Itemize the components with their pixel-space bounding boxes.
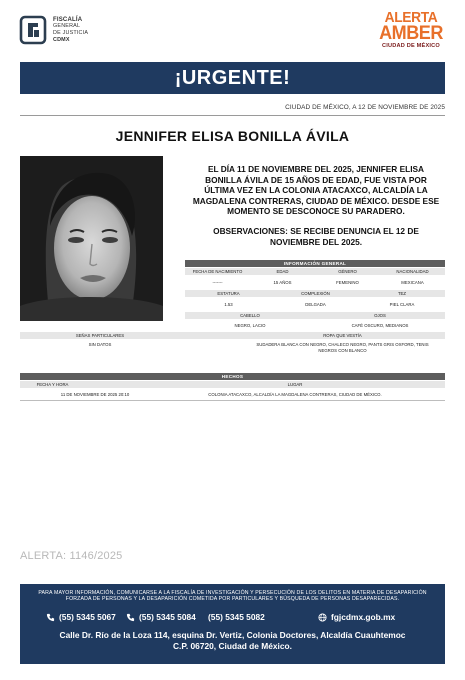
value-build: DELGADA <box>305 302 326 307</box>
phone-number[interactable]: (55) 5345 5084 <box>139 612 196 622</box>
value-datetime: 11 DE NOVIEMBRE DE 2025 20:10 <box>60 392 130 397</box>
alerta-amber-logo <box>377 10 445 49</box>
person-photo <box>20 156 163 321</box>
phone-icon <box>46 613 55 622</box>
fgj-logo <box>18 14 88 46</box>
divider <box>20 115 445 116</box>
value-clothing-cont: NEGROS CON BLANCO <box>318 348 367 353</box>
contact-note: PARA MAYOR INFORMACIÓN, COMUNICARSE A LA FISCALÍA DE INVESTIGACIÓN Y PERSECUCIÓN DE LOS DELITOS EN MATERIA DE DESAPARICIÓN FORZADA DE PERSONAS Y LA DESAPARICIÓN COMETIDA POR PARTICULARES Y BÚSQUEDA DE PERSONAS DESAPARECIDAS. <box>38 590 427 603</box>
value-complexion: PIEL CLARA <box>389 302 415 307</box>
observations-text: OBSERVACIONES: SE RECIBE DENUNCIA EL 12 DE NOVIEMBRE DEL 2025. <box>213 226 419 247</box>
divider <box>20 400 445 401</box>
address-line: C.P. 06720, Ciudad de México. <box>172 641 292 651</box>
address-line: Calle Dr. Río de la Loza 114, esquina Dr. Vertiz, Colonia Doctores, Alcaldía Cuauhtemoc <box>59 630 406 640</box>
amber-line2: AMBER <box>379 23 443 44</box>
value-birthdate: ------- <box>212 280 223 285</box>
institution-text <box>53 17 88 43</box>
globe-icon <box>318 613 327 622</box>
value-particular-marks: SIN DATOS <box>88 342 112 347</box>
label-particular-marks: SEÑAS PARTICULARES <box>75 333 125 338</box>
institution-line: DE JUSTICIA <box>53 30 89 36</box>
phone-number[interactable]: (55) 5345 5082 <box>208 612 265 622</box>
label-eyes: OJOS <box>374 313 386 318</box>
label-birthdate: FECHA DE NACIMIENTO <box>192 269 243 274</box>
footer <box>20 584 445 664</box>
label-hair: CABELLO <box>240 313 260 318</box>
phone-contact <box>126 612 196 622</box>
value-gender: FEMENINO <box>336 280 359 285</box>
label-build: COMPLEXIÓN <box>301 291 330 296</box>
website-link[interactable]: fgjcdmx.gob.mx <box>331 612 396 622</box>
amber-line1: ALERTA <box>384 9 438 26</box>
label-height: ESTATURA <box>217 291 240 296</box>
person-name: JENNIFER ELISA BONILLA ÁVILA <box>115 128 350 144</box>
institution-line: CDMX <box>53 36 70 43</box>
phone-icon <box>126 613 135 622</box>
value-nationality: MEXICANA <box>401 280 424 285</box>
label-age: EDAD <box>276 269 289 274</box>
label-datetime: FECHA Y HORA <box>36 382 69 387</box>
value-height: 1.53 <box>224 302 233 307</box>
institution-line: GENERAL <box>53 23 81 30</box>
issue-date: CIUDAD DE MÉXICO, A 12 DE NOVIEMBRE DE 2025 <box>285 104 445 111</box>
website-contact <box>318 612 395 622</box>
address <box>20 630 445 652</box>
label-nationality: NACIONALIDAD <box>396 269 429 274</box>
fgj-emblem-icon <box>18 14 48 46</box>
alert-number: ALERTA: 1146/2025 <box>20 550 123 562</box>
header <box>0 0 465 62</box>
value-hair: NEGRO, LACIO <box>234 323 266 328</box>
label-gender: GÉNERO <box>338 269 357 274</box>
label-clothing: ROPA QUE VESTÍA <box>323 333 362 338</box>
label-complexion: TEZ <box>397 291 407 296</box>
portrait-image <box>20 156 163 321</box>
general-info-header: INFORMACIÓN GENERAL <box>185 260 445 267</box>
value-clothing: SUDADERA BLANCA CON NEGRO, CHALECO NEGRO, PANTS GRIS OXFORD, TENIS <box>256 342 429 347</box>
description-text: EL DÍA 11 DE NOVIEMBRE DEL 2025, JENNIFER ELISA BONILLA ÁVILA DE 15 AÑOS DE EDAD, FUE VISTA POR ÚLTIMA VEZ EN LA COLONIA ATACAXCO, ALCALDÍA LA MAGDALENA CONTRERAS, CIUDAD DE MÉXICO. DESDE ESE MOMENTO SE DESCONOCE SU PARADERO. <box>192 164 440 217</box>
events-header: HECHOS <box>20 373 445 380</box>
phone-number[interactable]: (55) 5345 5067 <box>59 612 116 622</box>
value-eyes: CAFÉ OSCURO, MEDIANOS <box>351 323 409 328</box>
urgent-banner: ¡URGENTE! <box>20 62 445 94</box>
value-place: COLONIA ATACAXCO, ALCALDÍA LA MAGDALENA CONTRERAS, CIUDAD DE MÉXICO. <box>208 392 382 397</box>
institution-line: FISCALÍA <box>53 16 83 23</box>
phone-contact <box>208 612 265 622</box>
amber-line3: CIUDAD DE MÉXICO <box>382 43 440 49</box>
label-place: LUGAR <box>287 382 303 387</box>
phone-contact <box>46 612 116 622</box>
value-age: 15 AÑOS <box>273 280 292 285</box>
